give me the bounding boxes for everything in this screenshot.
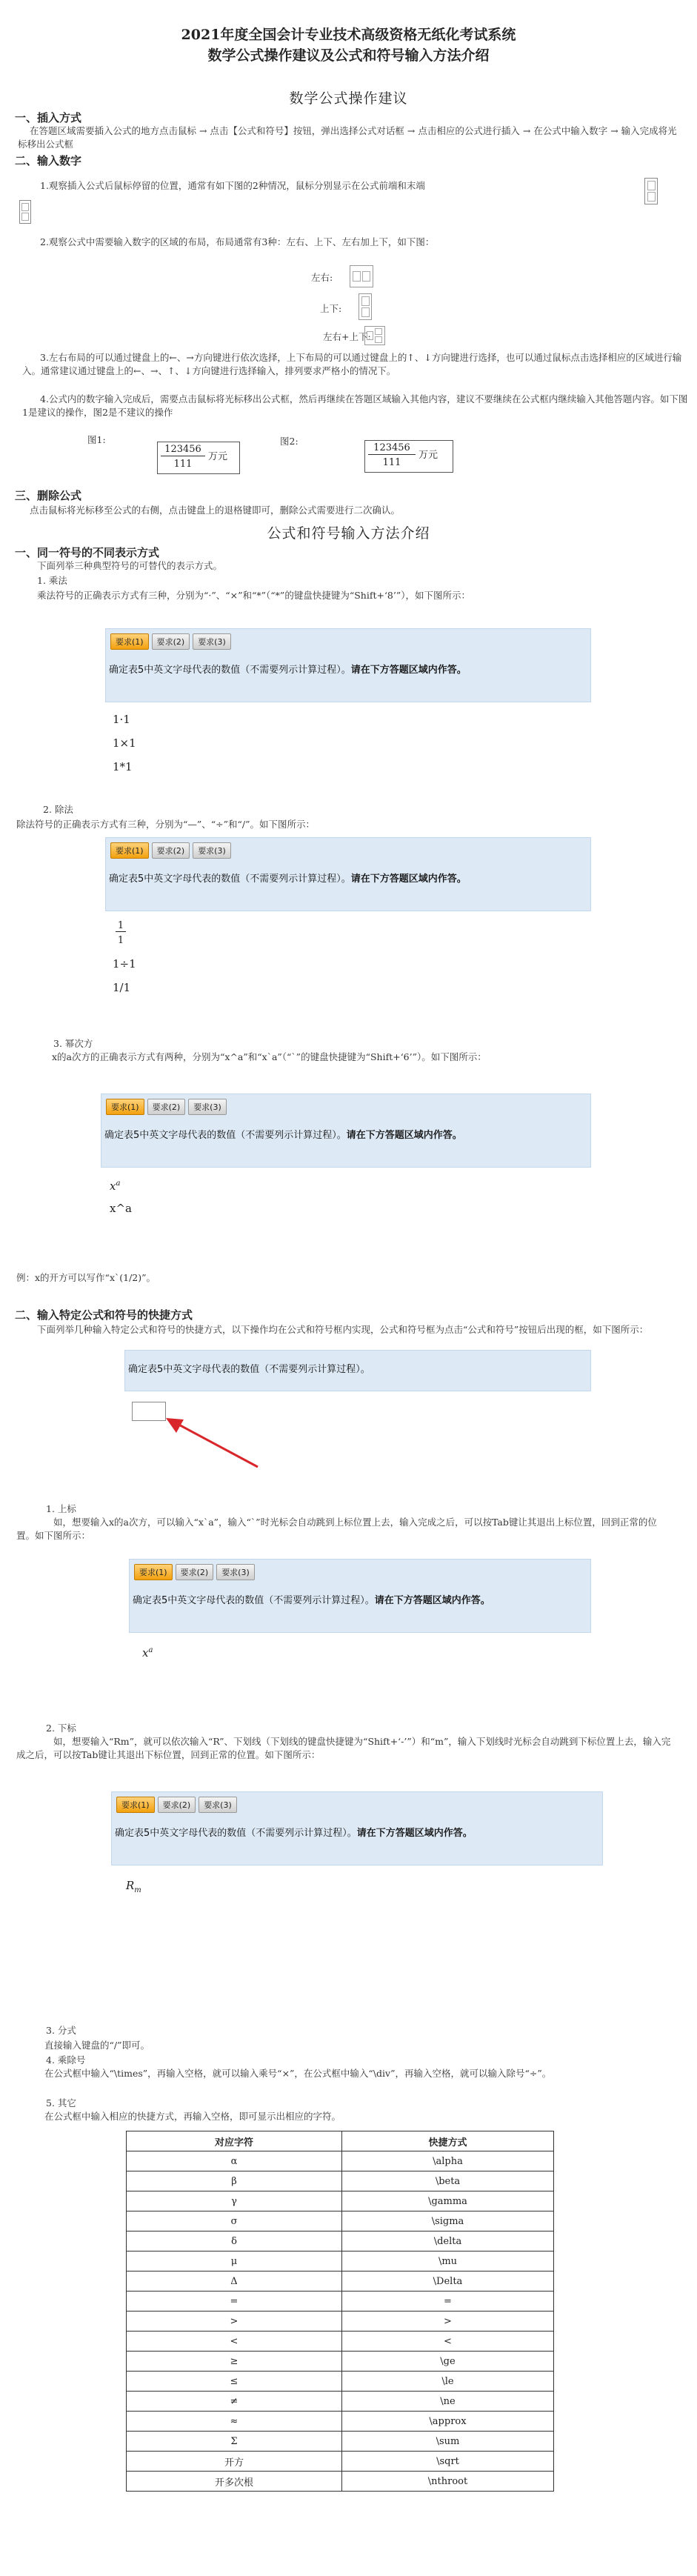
table-cell-char: ≈: [127, 2412, 342, 2432]
cursor-end-figure: [644, 178, 658, 204]
t1-sub3-text: x的a次方的正确表示方式有两种，分别为“x^a”和“x`a”（“`”的键盘快捷键为“Shift+‘6’”）。如下图所示：: [52, 1051, 487, 1062]
layout-lr-figure: [350, 265, 373, 287]
s2-p2: 2.观察公式中需要输入数字的区域的布局，布局通常有3种：左右、上下、左右加上下，如下图：: [40, 236, 435, 247]
table-row: [127, 2251, 554, 2272]
table-cell-char: σ: [127, 2211, 342, 2231]
table-cell-char: ≠: [127, 2392, 342, 2412]
fig1-unit: 万元: [208, 451, 228, 462]
t1-sub2-text: 除法符号的正确表示方式有三种，分别为“—”、“÷”和“/”。如下图所示：: [16, 819, 316, 830]
fig2-formula: [364, 440, 453, 473]
doc-title-line2: 数学公式操作建议及公式和符号输入方法介绍: [207, 47, 490, 64]
fig1-numerator: 123456: [161, 444, 205, 456]
ans-pow-sup-expr: $x^a$: [110, 1179, 121, 1193]
s1-heading: 一、插入方式: [15, 111, 82, 124]
s3-heading: 三、删除公式: [15, 489, 82, 502]
answer-panel-mul: [105, 628, 591, 702]
t2-sub4: 4. 乘除号: [46, 2054, 86, 2066]
table-cell-char: 开多次根: [127, 2472, 342, 2492]
ans-div-2: 1÷1: [113, 957, 136, 971]
t2-intro: 下面列举几种输入特定公式和符号的快捷方式，以下操作均在公式和符号框内实现，公式和符号框为点击“公式和符号”按钮后出现的框，如下图所示：: [37, 1324, 649, 1335]
table-header-row: [127, 2131, 554, 2151]
tab-req2[interactable]: 要求(2): [147, 1099, 186, 1115]
s2-heading: 二、输入数字: [15, 154, 82, 167]
table-cell-shortcut: <: [342, 2332, 554, 2352]
part2-title: 公式和符号输入方法介绍: [267, 525, 430, 542]
arrow-indicator: [163, 1415, 267, 1474]
table-cell-shortcut: \le: [342, 2372, 554, 2392]
fig1-formula: [157, 442, 240, 474]
table-row: [127, 2272, 554, 2292]
table-cell-char: β: [127, 2171, 342, 2191]
table-cell-shortcut: \delta: [342, 2231, 554, 2251]
table-cell-shortcut: \alpha: [342, 2151, 554, 2171]
tab-req3[interactable]: 要求(3): [216, 1564, 255, 1580]
tab-req2[interactable]: 要求(2): [158, 1797, 196, 1813]
layout-lr-label: 左右:: [311, 272, 333, 283]
t1-sub3: 3. 幂次方: [53, 1038, 93, 1049]
t2-sub1-text: 如，想要输入x的a次方，可以输入“x`a”，输入“`”时光标会自动跳到上标位置上去，输入完成之后，可以按Tab键让其退出上标位置，回到正常的位置。如下图所示：: [16, 1517, 657, 1541]
shortcut-table: [126, 2131, 554, 2492]
answer-panel-pow: [101, 1094, 591, 1168]
question-text: 确定表5中英文字母代表的数值（不需要列示计算过程）。请在下方答题区域内作答。: [109, 665, 467, 676]
answer-panel-sup: [129, 1559, 591, 1633]
ans-mul-3: 1*1: [113, 760, 133, 773]
fig1-label: 图1:: [87, 434, 106, 445]
cursor-front-figure: [19, 200, 31, 224]
ans-mul-1: 1·1: [113, 713, 130, 726]
fig1-denominator: 111: [173, 459, 193, 470]
layout-lrud-figure: [364, 326, 385, 345]
table-row: [127, 2432, 554, 2452]
tab-req3[interactable]: 要求(3): [188, 1099, 227, 1115]
doc-title-line1: 2021年度全国会计专业技术高级资格无纸化考试系统: [181, 27, 516, 43]
table-cell-char: 开方: [127, 2452, 342, 2472]
fig2-label: 图2:: [280, 436, 299, 447]
table-row: [127, 2312, 554, 2332]
part1-title: 数学公式操作建议: [289, 90, 408, 107]
t2-sub1: 1. 上标: [46, 1503, 76, 1514]
table-cell-char: =: [127, 2292, 342, 2312]
s2-p3: 3.左右布局的可以通过键盘上的←、→方向键进行依次选择，上下布局的可以通过键盘上的↑、↓方向键进行选择，也可以通过鼠标点击选择相应的区域进行输入。通常建议通过键盘上的←、→、↑、↓方向键进行选择输入，排列要求严格小的情况下。: [22, 352, 682, 376]
table-row: [127, 2332, 554, 2352]
table-cell-shortcut: \nthroot: [342, 2472, 554, 2492]
tab-req2[interactable]: 要求(2): [152, 633, 190, 650]
tab-req3[interactable]: 要求(3): [193, 842, 231, 859]
s3-text: 点击鼠标将光标移至公式的右侧，点击键盘上的退格键即可，删除公式需要进行二次确认。: [30, 505, 401, 516]
question-text: 确定表5中英文字母代表的数值（不需要列示计算过程）。请在下方答题区域内作答。: [109, 873, 467, 885]
answer-panel-div: [105, 837, 591, 911]
table-row: [127, 2452, 554, 2472]
table-cell-char: α: [127, 2151, 342, 2171]
t2-sub2-text: 如，想要输入“Rm”，就可以依次输入“R”、下划线（下划线的键盘快捷键为“Shift+‘-’”）和“m”，输入下划线时光标会自动跳到下标位置上去，输入完成之后，可以按Tab键让其退出下标位置，回到正常的位置。如下图所示：: [16, 1736, 671, 1760]
table-row: [127, 2292, 554, 2312]
table-header-char: 对应字符: [127, 2131, 342, 2151]
t2-sub4-text: 在公式框中输入“\times”，再输入空格，就可以输入乘号“×”，在公式框中输入“\div”，再输入空格，就可以输入除号“÷”。: [44, 2068, 552, 2079]
ans-div-3: 1/1: [113, 981, 131, 994]
tab-req1[interactable]: 要求(1): [134, 1564, 173, 1580]
table-cell-shortcut: >: [342, 2312, 554, 2332]
table-cell-char: <: [127, 2332, 342, 2352]
question-text: 确定表5中英文字母代表的数值（不需要列示计算过程）。请在下方答题区域内作答。: [104, 1130, 462, 1141]
table-row: [127, 2191, 554, 2211]
s1-text: 在答题区域需要插入公式的地方点击鼠标 → 点击【公式和符号】按钮，弹出选择公式对话框 → 点击相应的公式进行插入 → 在公式中输入数字 → 输入完成将光标移出公式框: [18, 125, 677, 150]
ans-div-frac-num: 1: [116, 920, 126, 932]
table-cell-char: Δ: [127, 2272, 342, 2292]
table-row: [127, 2352, 554, 2372]
question-text: 确定表5中英文字母代表的数值（不需要列示计算过程）。: [128, 1364, 370, 1375]
tab-req2[interactable]: 要求(2): [176, 1564, 214, 1580]
table-cell-shortcut: \approx: [342, 2412, 554, 2432]
table-cell-char: μ: [127, 2251, 342, 2272]
t2-sub2: 2. 下标: [46, 1723, 76, 1734]
ans-pow-caret: x^a: [110, 1202, 132, 1215]
table-cell-char: Σ: [127, 2432, 342, 2452]
table-cell-shortcut: \beta: [342, 2171, 554, 2191]
tab-req2[interactable]: 要求(2): [152, 842, 190, 859]
table-cell-shortcut: \sum: [342, 2432, 554, 2452]
table-cell-shortcut: \Delta: [342, 2272, 554, 2292]
t1-intro: 下面列举三种典型符号的可替代的表示方式。: [37, 560, 223, 571]
table-row: [127, 2372, 554, 2392]
t1-heading: 一、同一符号的不同表示方式: [15, 546, 160, 559]
t2-sub3-text: 直接输入键盘的“/”即可。: [44, 2040, 150, 2051]
tab-req1[interactable]: 要求(1): [110, 842, 149, 859]
t2-sub5: 5. 其它: [46, 2097, 76, 2109]
table-cell-char: >: [127, 2312, 342, 2332]
table-row: [127, 2171, 554, 2191]
ans-div-frac-den: 1: [117, 935, 124, 946]
formula-input-box[interactable]: [132, 1402, 166, 1421]
t2-sub3: 3. 分式: [46, 2025, 76, 2036]
answer-panel-sub: [111, 1791, 603, 1866]
layout-ud-figure: [358, 293, 372, 320]
table-cell-char: ≥: [127, 2352, 342, 2372]
table-cell-shortcut: \sqrt: [342, 2452, 554, 2472]
question-text: 确定表5中英文字母代表的数值（不需要列示计算过程）。请在下方答题区域内作答。: [115, 1828, 473, 1839]
question-text: 确定表5中英文字母代表的数值（不需要列示计算过程）。请在下方答题区域内作答。: [133, 1595, 490, 1606]
tab-req3[interactable]: 要求(3): [199, 1797, 237, 1813]
tab-req1[interactable]: 要求(1): [110, 633, 149, 650]
t1-example: 例：x的开方可以写作“x`(1/2)”。: [16, 1272, 156, 1283]
table-cell-char: γ: [127, 2191, 342, 2211]
layout-ud-label: 上下:: [320, 303, 342, 314]
layout-lrud-label: 左右+上下:: [323, 331, 371, 342]
t2-heading: 二、输入特定公式和符号的快捷方式: [15, 1308, 193, 1322]
t2-sub5-text: 在公式框中输入相应的快捷方式，再输入空格，即可显示出相应的字符。: [44, 2111, 341, 2122]
table-cell-shortcut: \sigma: [342, 2211, 554, 2231]
table-row: [127, 2472, 554, 2492]
table-cell-shortcut: =: [342, 2292, 554, 2312]
table-cell-shortcut: \mu: [342, 2251, 554, 2272]
formula-panel: [124, 1350, 591, 1391]
table-cell-shortcut: \gamma: [342, 2191, 554, 2211]
t1-sub1-text: 乘法符号的正确表示方式有三种，分别为“·”、“×”和“*”（“*”的键盘快捷键为“Shift+‘8’”），如下图所示：: [37, 590, 470, 601]
ans-sub: $R_m$: [126, 1879, 141, 1894]
ans-sup: $x^a$: [142, 1646, 153, 1660]
tab-req1[interactable]: 要求(1): [116, 1797, 155, 1813]
table-row: [127, 2392, 554, 2412]
table-cell-shortcut: \ne: [342, 2392, 554, 2412]
table-row: [127, 2412, 554, 2432]
fig2-numerator: 123456: [368, 442, 416, 455]
table-header-shortcut: 快捷方式: [342, 2131, 554, 2151]
t1-sub2: 2. 除法: [43, 804, 73, 815]
table-row: [127, 2151, 554, 2171]
tab-req1[interactable]: 要求(1): [106, 1099, 144, 1115]
tab-req3[interactable]: 要求(3): [193, 633, 231, 650]
table-row: [127, 2231, 554, 2251]
t1-sub1: 1. 乘法: [37, 575, 67, 586]
table-cell-char: δ: [127, 2231, 342, 2251]
s2-p4: 4.公式内的数字输入完成后，需要点击鼠标将光标移出公式框，然后再继续在答题区域输入其他内容，建议不要继续在公式框内继续输入其他答题内容。如下图1是建议的操作，图2是不建议的操作: [22, 393, 688, 418]
ans-mul-2: 1×1: [113, 736, 136, 750]
table-cell-shortcut: \ge: [342, 2352, 554, 2372]
s2-p1: 1.观察插入公式后鼠标停留的位置，通常有如下图的2种情况，鼠标分别显示在公式前端和末端: [40, 180, 425, 191]
fig2-unit: 万元: [418, 450, 438, 461]
fig2-denominator: 111: [382, 457, 401, 468]
table-row: [127, 2211, 554, 2231]
table-cell-char: ≤: [127, 2372, 342, 2392]
